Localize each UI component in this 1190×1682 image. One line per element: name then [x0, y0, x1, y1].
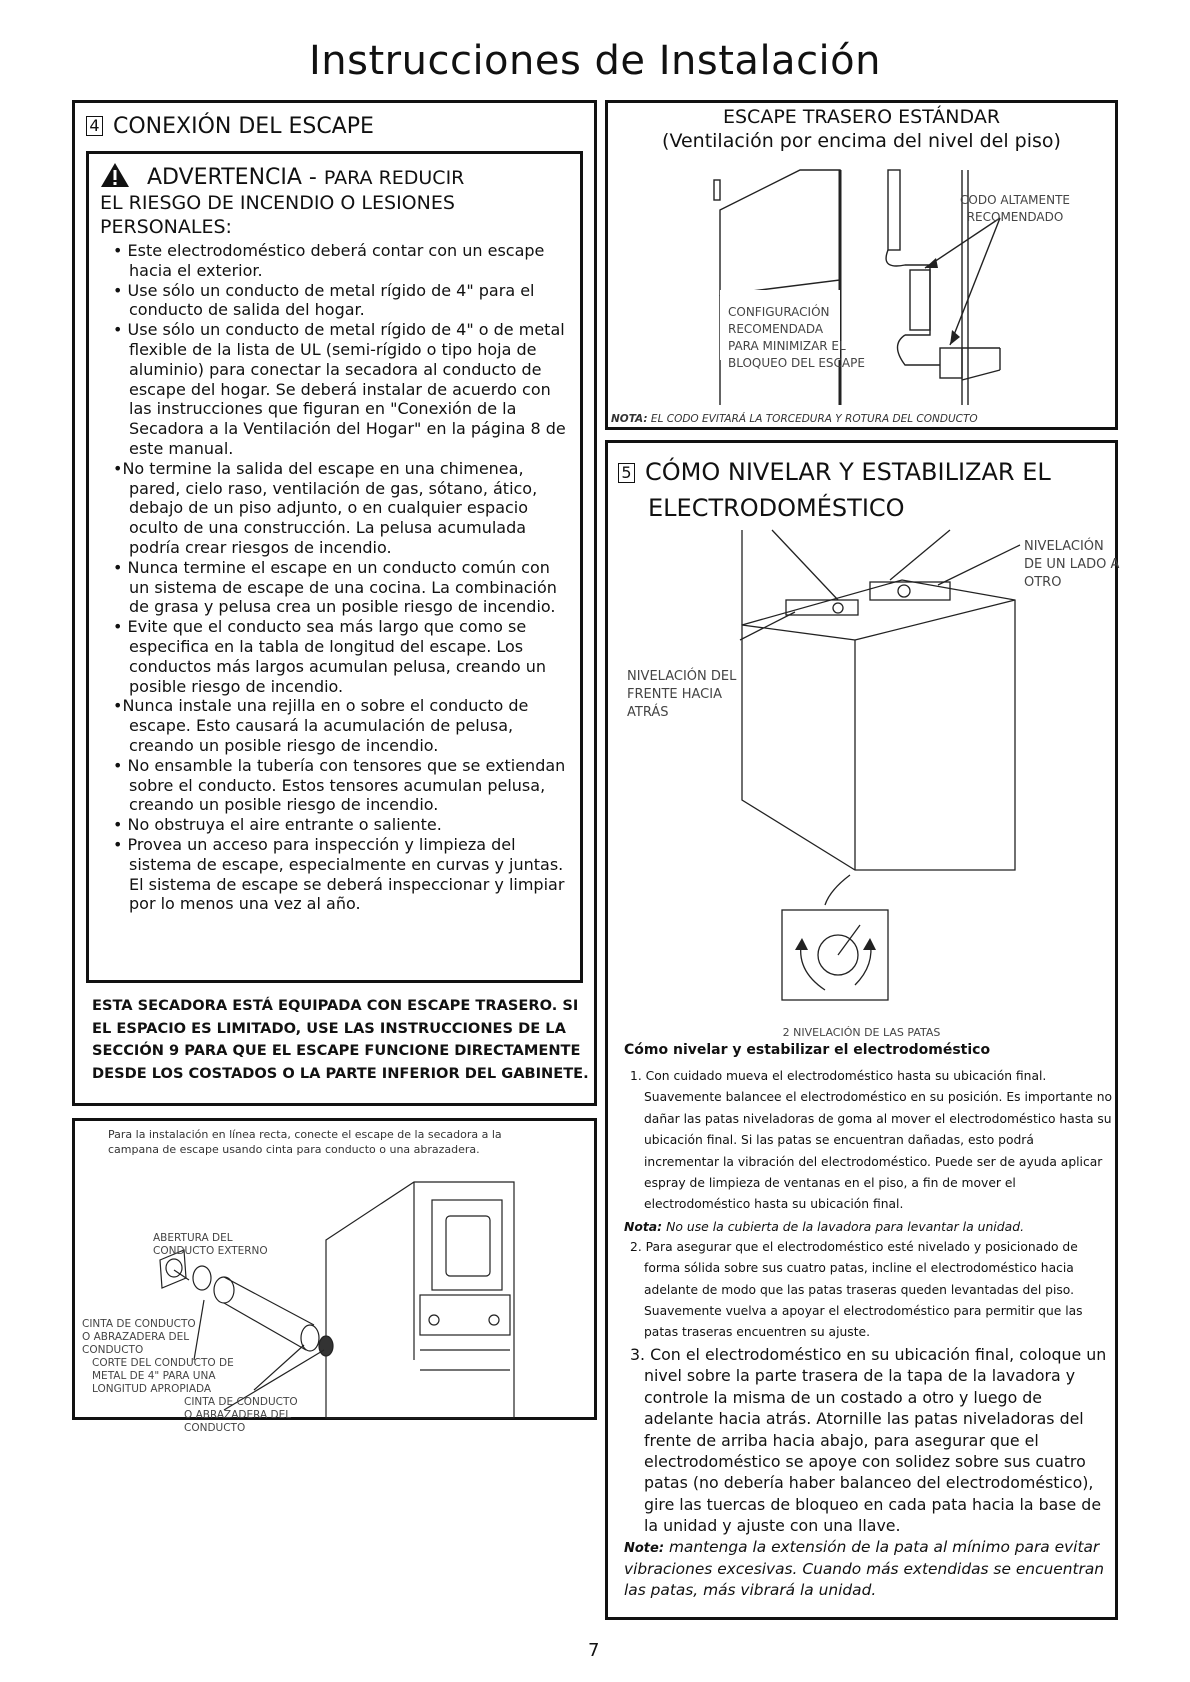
step-3: 3. Con el electrodoméstico en su ubicación final, coloque un nivel sobre la parte trasera de la tapa de la lavadora y controle la misma de un costado a otro y luego de adelante hacia atrás. Atornille las patas niveladoras del frente de arriba hacia abajo, para asegurar que el electrodoméstico se apoye con solidez sobre sus cuatro patas (no debería haber balanceo del electrodoméstico), gire las tuercas de bloqueo en cada pata hacia la base de la unidad y ajuste con una llave.: [630, 1344, 1107, 1536]
page-number: 7: [588, 1640, 600, 1661]
label-config: CONFIGURACIÓN RECOMENDADA PARA MINIMIZAR EL BLOQUEO DEL ESCAPE: [728, 305, 865, 370]
leveling-diagram: [620, 530, 1110, 1010]
warning-bullet: • Use sólo un conducto de metal rígido de 4" para el conducto de salida del hogar.: [113, 280, 535, 320]
warning-heading: [147, 166, 464, 190]
warning-bullet: • No obstruya el aire entrante o saliente.: [113, 815, 442, 835]
section-number: 4: [86, 116, 103, 136]
rear-exhaust-title: ESCAPE TRASERO ESTÁNDAR (Ventilación por encima del nivel del piso): [662, 106, 1061, 152]
rear-exhaust-nota: NOTA: EL CODO EVITARÁ LA TORCEDURA Y ROTURA DEL CONDUCTO: [611, 413, 978, 425]
inline-install-caption: Para la instalación en línea recta, conecte el escape de la secadora a la campana de escape usando cinta para conducto o una abrazadera.: [108, 1128, 502, 1156]
warning-bullet: • Nunca termine el escape en un conducto común con un sistema de escape de una cocina. La combinación de grasa y pelusa crea un posible riesgo de incendio.: [113, 557, 557, 617]
warning-bullet: •Nunca instale una rejilla en o sobre el conducto de escape. Esto causará la acumulación de pelusa, creando un posible riesgo de incendio.: [113, 696, 529, 755]
section-number: 5: [618, 463, 635, 483]
step-2: 2. Para asegurar que el electrodoméstico esté nivelado y posicionado de forma sólida sobre sus cuatro patas, incline el electrodoméstico hacia adelante de modo que las patas traseras queden levantadas del piso. Suavemente vuelva a apoyar el electrodoméstico para permitir que las patas traseras encuentren su ajuste.: [630, 1239, 1083, 1340]
label-duct-tape-2: CINTA DE CONDUCTO O ABRAZADERA DEL CONDUCTO: [184, 1396, 298, 1434]
warning-bullet: • Este electrodoméstico deberá contar con un escape hacia el exterior.: [113, 241, 545, 280]
warning-label-small: PARA REDUCIR: [323, 167, 465, 189]
step-1: 1. Con cuidado mueva el electrodoméstico hasta su ubicación final. Suavemente balancee el electrodoméstico en su posición. Es importante no dañar las patas niveladoras de goma al mover el electrodoméstico hasta su ubicación final. Si las patas se encuentran dañadas, esto podrá incrementar la vibración del electrodoméstico. Puede ser de ayuda aplicar espray de limpieza de ventanas en el piso, a fin de mover el electrodoméstico hasta su ubicación final.: [630, 1069, 1113, 1212]
section4-header: [86, 114, 374, 139]
note-2: Note: mantenga la extensión de la pata al mínimo para evitar vibraciones excesivas. Cuando más extendidas se encuentran las patas, más vibrará la unidad.: [624, 1537, 1105, 1599]
warning-triangle-icon: [100, 162, 130, 188]
warning-bullet: • Provea un acceso para inspección y limpieza del sistema de escape, especialmente en curvas y juntas. El sistema de escape se deberá inspeccionar y limpiar por lo menos una vez al año.: [113, 834, 565, 914]
leveling-steps: [624, 1066, 1112, 1600]
warning-list: [101, 241, 571, 914]
label-elbow: CODO ALTAMENTE RECOMENDADO: [960, 193, 1070, 224]
rear-exhaust-note: ESTA SECADORA ESTÁ EQUIPADA CON ESCAPE TRASERO. SI EL ESPACIO ES LIMITADO, USE LAS INSTRUCCIONES DE LA SECCIÓN 9 PARA QUE EL ESCAPE FUNCIONE DIRECTAMENTE DESDE LOS COSTADOS O LA PARTE INFERIOR DEL GABINETE.: [92, 997, 589, 1082]
label-cut-duct: CORTE DEL CONDUCTO DE METAL DE 4" PARA UNA LONGITUD APROPIADA: [92, 1357, 234, 1395]
label-duct-tape-1: CINTA DE CONDUCTO O ABRAZADERA DEL CONDUCTO: [82, 1318, 196, 1356]
label-side-to-side: NIVELACIÓN DE UN LADO A OTRO: [1024, 539, 1120, 590]
page-title: Instrucciones de Instalación: [308, 38, 881, 84]
label-front-to-back: NIVELACIÓN DEL FRENTE HACIA ATRÁS: [627, 669, 737, 720]
label-outer-opening: ABERTURA DEL CONDUCTO EXTERNO: [153, 1232, 268, 1257]
section4-title: CONEXIÓN DEL ESCAPE: [113, 114, 374, 139]
warning-label: ADVERTENCIA -: [147, 165, 324, 190]
warning-bullet: •No termine la salida del escape en una chimenea, pared, cielo raso, ventilación de gas, sótano, ático, debajo de un piso adjunto, o en cualquier espacio oculto de una construcción. La pelusa acumulada podría crear riesgos de incendio.: [113, 458, 538, 557]
warning-bullet: • Use sólo un conducto de metal rígido de 4" o de metal flexible de la lista de UL (semi-rígido o tipo hoja de aluminio) para conectar la secadora al conducto de escape del hogar. Se deberá instalar de acuerdo con las instrucciones que figuran en "Conexión de la Secadora a la Ventilación del Hogar" en la página 8 de este manual.: [113, 320, 566, 458]
section5-heading: 5 CÓMO NIVELAR Y ESTABILIZAR EL ELECTRODOMÉSTICO: [618, 454, 1108, 526]
warning-bullet: • No ensamble la tubería con tensores que se extiendan sobre el conducto. Estos tensores acumulan pelusa, creando un posible riesgo de incendio.: [113, 755, 566, 815]
warning-bullet: • Evite que el conducto sea más largo que como se especifica en la tabla de longitud del escape. Los conductos más largos acumulan pelusa, creando un posible riesgo de incendio.: [113, 617, 546, 696]
nota-1: Nota: No use la cubierta de la lavadora para levantar la unidad.: [624, 1218, 1025, 1234]
warning-subtitle-2: PERSONALES:: [100, 216, 232, 238]
leveling-subtitle: Cómo nivelar y estabilizar el electrodoméstico: [624, 1042, 991, 1058]
leg-leveling-caption: 2 NIVELACIÓN DE LAS PATAS: [782, 1026, 941, 1039]
warning-subtitle-1: EL RIESGO DE INCENDIO O LESIONES: [100, 192, 455, 214]
